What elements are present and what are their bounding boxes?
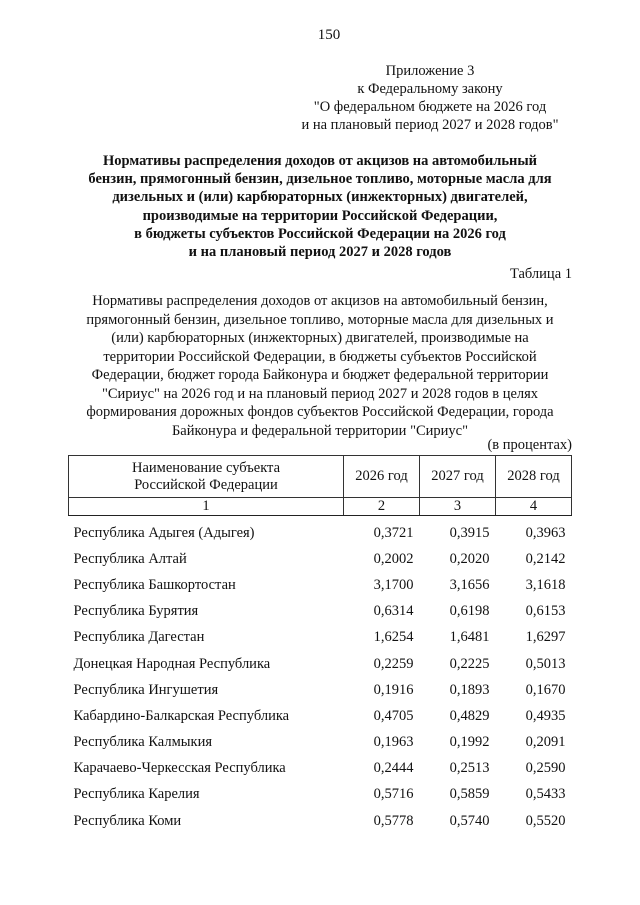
- value-2026: 0,5778: [373, 812, 414, 829]
- table-row: [69, 651, 572, 677]
- document-title: [60, 152, 580, 261]
- table-title-line: "Сириус" на 2026 год и на плановый период 2027 и 2028 годов в целях: [101, 385, 539, 402]
- value-2027: 0,1992: [449, 734, 490, 751]
- table-title: [60, 292, 580, 440]
- table-title-line: формирования дорожных фондов субъектов Российской Федерации, города: [86, 404, 554, 420]
- value-2026: 0,2444: [373, 760, 414, 777]
- value-2026: 3,1700: [373, 576, 414, 593]
- table-header-row: [69, 456, 572, 498]
- appendix-line: "О федеральном бюджете на 2026 год: [313, 99, 547, 115]
- table-row: [69, 572, 572, 598]
- value-2028: 0,1670: [525, 681, 566, 698]
- subject-name: Республика Алтай: [73, 550, 187, 567]
- subject-name: Донецкая Народная Республика: [73, 655, 271, 672]
- title-line: производимые на территории Российской Федерации,: [142, 207, 498, 224]
- column-number: 2: [344, 498, 420, 516]
- header-2027: 2027 год: [420, 456, 496, 498]
- subject-name: Республика Коми: [73, 812, 182, 829]
- table-row: [69, 516, 572, 547]
- title-line: в бюджеты субъектов Российской Федерации на 2026 год: [134, 225, 506, 242]
- appendix-line: к Федеральному закону: [357, 81, 503, 97]
- header-subject-name: [69, 456, 344, 498]
- value-2028: 1,6297: [525, 629, 566, 646]
- subject-name: Республика Карелия: [73, 786, 200, 803]
- page-number: 150: [317, 27, 341, 43]
- excise-distribution-table: [68, 455, 572, 834]
- table-row: [69, 546, 572, 572]
- value-2026: 0,1963: [373, 734, 414, 751]
- table-label: Таблица 1: [509, 266, 572, 282]
- value-2028: 0,2091: [525, 734, 566, 751]
- header-subject-line: Наименование субъекта: [131, 459, 281, 476]
- header-2028: 2028 год: [496, 456, 572, 498]
- value-2028: 0,2142: [525, 550, 566, 567]
- value-2028: 0,5433: [525, 786, 566, 803]
- value-2028: 0,5013: [525, 655, 566, 672]
- subject-name: Республика Башкортостан: [73, 576, 236, 593]
- table-title-line: территории Российской Федерации, в бюджеты субъектов Российской: [103, 348, 537, 365]
- units-label: (в процентах): [487, 437, 572, 453]
- table-row: [69, 808, 572, 834]
- value-2028: 0,6153: [525, 603, 566, 620]
- table-title-line: прямогонный бензин, дизельное топливо, моторные масла для дизельных и: [86, 311, 554, 328]
- subject-name: Республика Дагестан: [73, 629, 205, 646]
- title-line: и на плановый период 2027 и 2028 годов: [188, 244, 452, 261]
- value-2027: 0,5859: [449, 786, 490, 803]
- column-number: 4: [496, 498, 572, 516]
- column-number: 1: [69, 498, 344, 516]
- column-number-row: [69, 498, 572, 516]
- table-title-line: (или) карбюраторных (инжекторных) двигателей, производимые на: [111, 330, 529, 346]
- title-line: Нормативы распределения доходов от акцизов на автомобильный: [102, 153, 538, 169]
- value-2026: 0,5716: [373, 786, 414, 803]
- appendix-reference: [280, 62, 580, 134]
- appendix-line: и на плановый период 2027 и 2028 годов": [301, 117, 559, 133]
- subject-name: Карачаево-Черкесская Республика: [73, 760, 286, 777]
- subject-name: Республика Бурятия: [73, 603, 199, 620]
- value-2026: 0,2259: [373, 655, 414, 672]
- subject-name: Республика Ингушетия: [73, 681, 219, 698]
- value-2026: 0,1916: [373, 681, 414, 698]
- column-number: 3: [420, 498, 496, 516]
- table-row: [69, 756, 572, 782]
- appendix-line: Приложение 3: [385, 63, 475, 79]
- subject-name: Кабардино-Балкарская Республика: [73, 707, 290, 724]
- table-row: [69, 782, 572, 808]
- table-row: [69, 599, 572, 625]
- value-2027: 0,2225: [449, 655, 490, 672]
- header-subject-line: Российской Федерации: [134, 476, 278, 493]
- value-2026: 0,2002: [373, 550, 414, 567]
- value-2027: 0,1893: [449, 681, 490, 698]
- subject-name: Республика Калмыкия: [73, 734, 212, 751]
- value-2027: 1,6481: [449, 629, 490, 646]
- value-2028: 0,5520: [525, 812, 566, 829]
- title-line: дизельных и (или) карбюраторных (инжекторных) двигателей,: [112, 189, 528, 206]
- value-2027: 0,2020: [449, 550, 490, 567]
- table-title-line: Байконура и федеральной территории "Сириус": [171, 422, 469, 439]
- value-2027: 0,6198: [449, 603, 490, 620]
- subject-name: Республика Адыгея (Адыгея): [73, 524, 255, 541]
- value-2027: 0,4829: [449, 707, 490, 724]
- value-2028: 3,1618: [525, 576, 566, 593]
- table-row: [69, 677, 572, 703]
- value-2026: 0,6314: [373, 603, 414, 620]
- value-2028: 0,4935: [525, 707, 566, 724]
- value-2026: 0,3721: [373, 524, 414, 541]
- title-line: бензин, прямогонный бензин, дизельное топливо, моторные масла для: [88, 171, 552, 188]
- header-2026: 2026 год: [344, 456, 420, 498]
- value-2027: 0,5740: [449, 812, 490, 829]
- value-2026: 1,6254: [373, 629, 414, 646]
- table-row: [69, 730, 572, 756]
- table-title-line: Нормативы распределения доходов от акцизов на автомобильный бензин,: [92, 293, 548, 309]
- table-title-line: Федерации, бюджет города Байконура и бюджет федеральной территории: [91, 367, 549, 383]
- table-row: [69, 703, 572, 729]
- table-row: [69, 625, 572, 651]
- value-2027: 0,3915: [449, 524, 490, 541]
- value-2027: 0,2513: [449, 760, 490, 777]
- value-2028: 0,2590: [525, 760, 566, 777]
- value-2027: 3,1656: [449, 576, 490, 593]
- value-2028: 0,3963: [525, 524, 566, 541]
- value-2026: 0,4705: [373, 707, 414, 724]
